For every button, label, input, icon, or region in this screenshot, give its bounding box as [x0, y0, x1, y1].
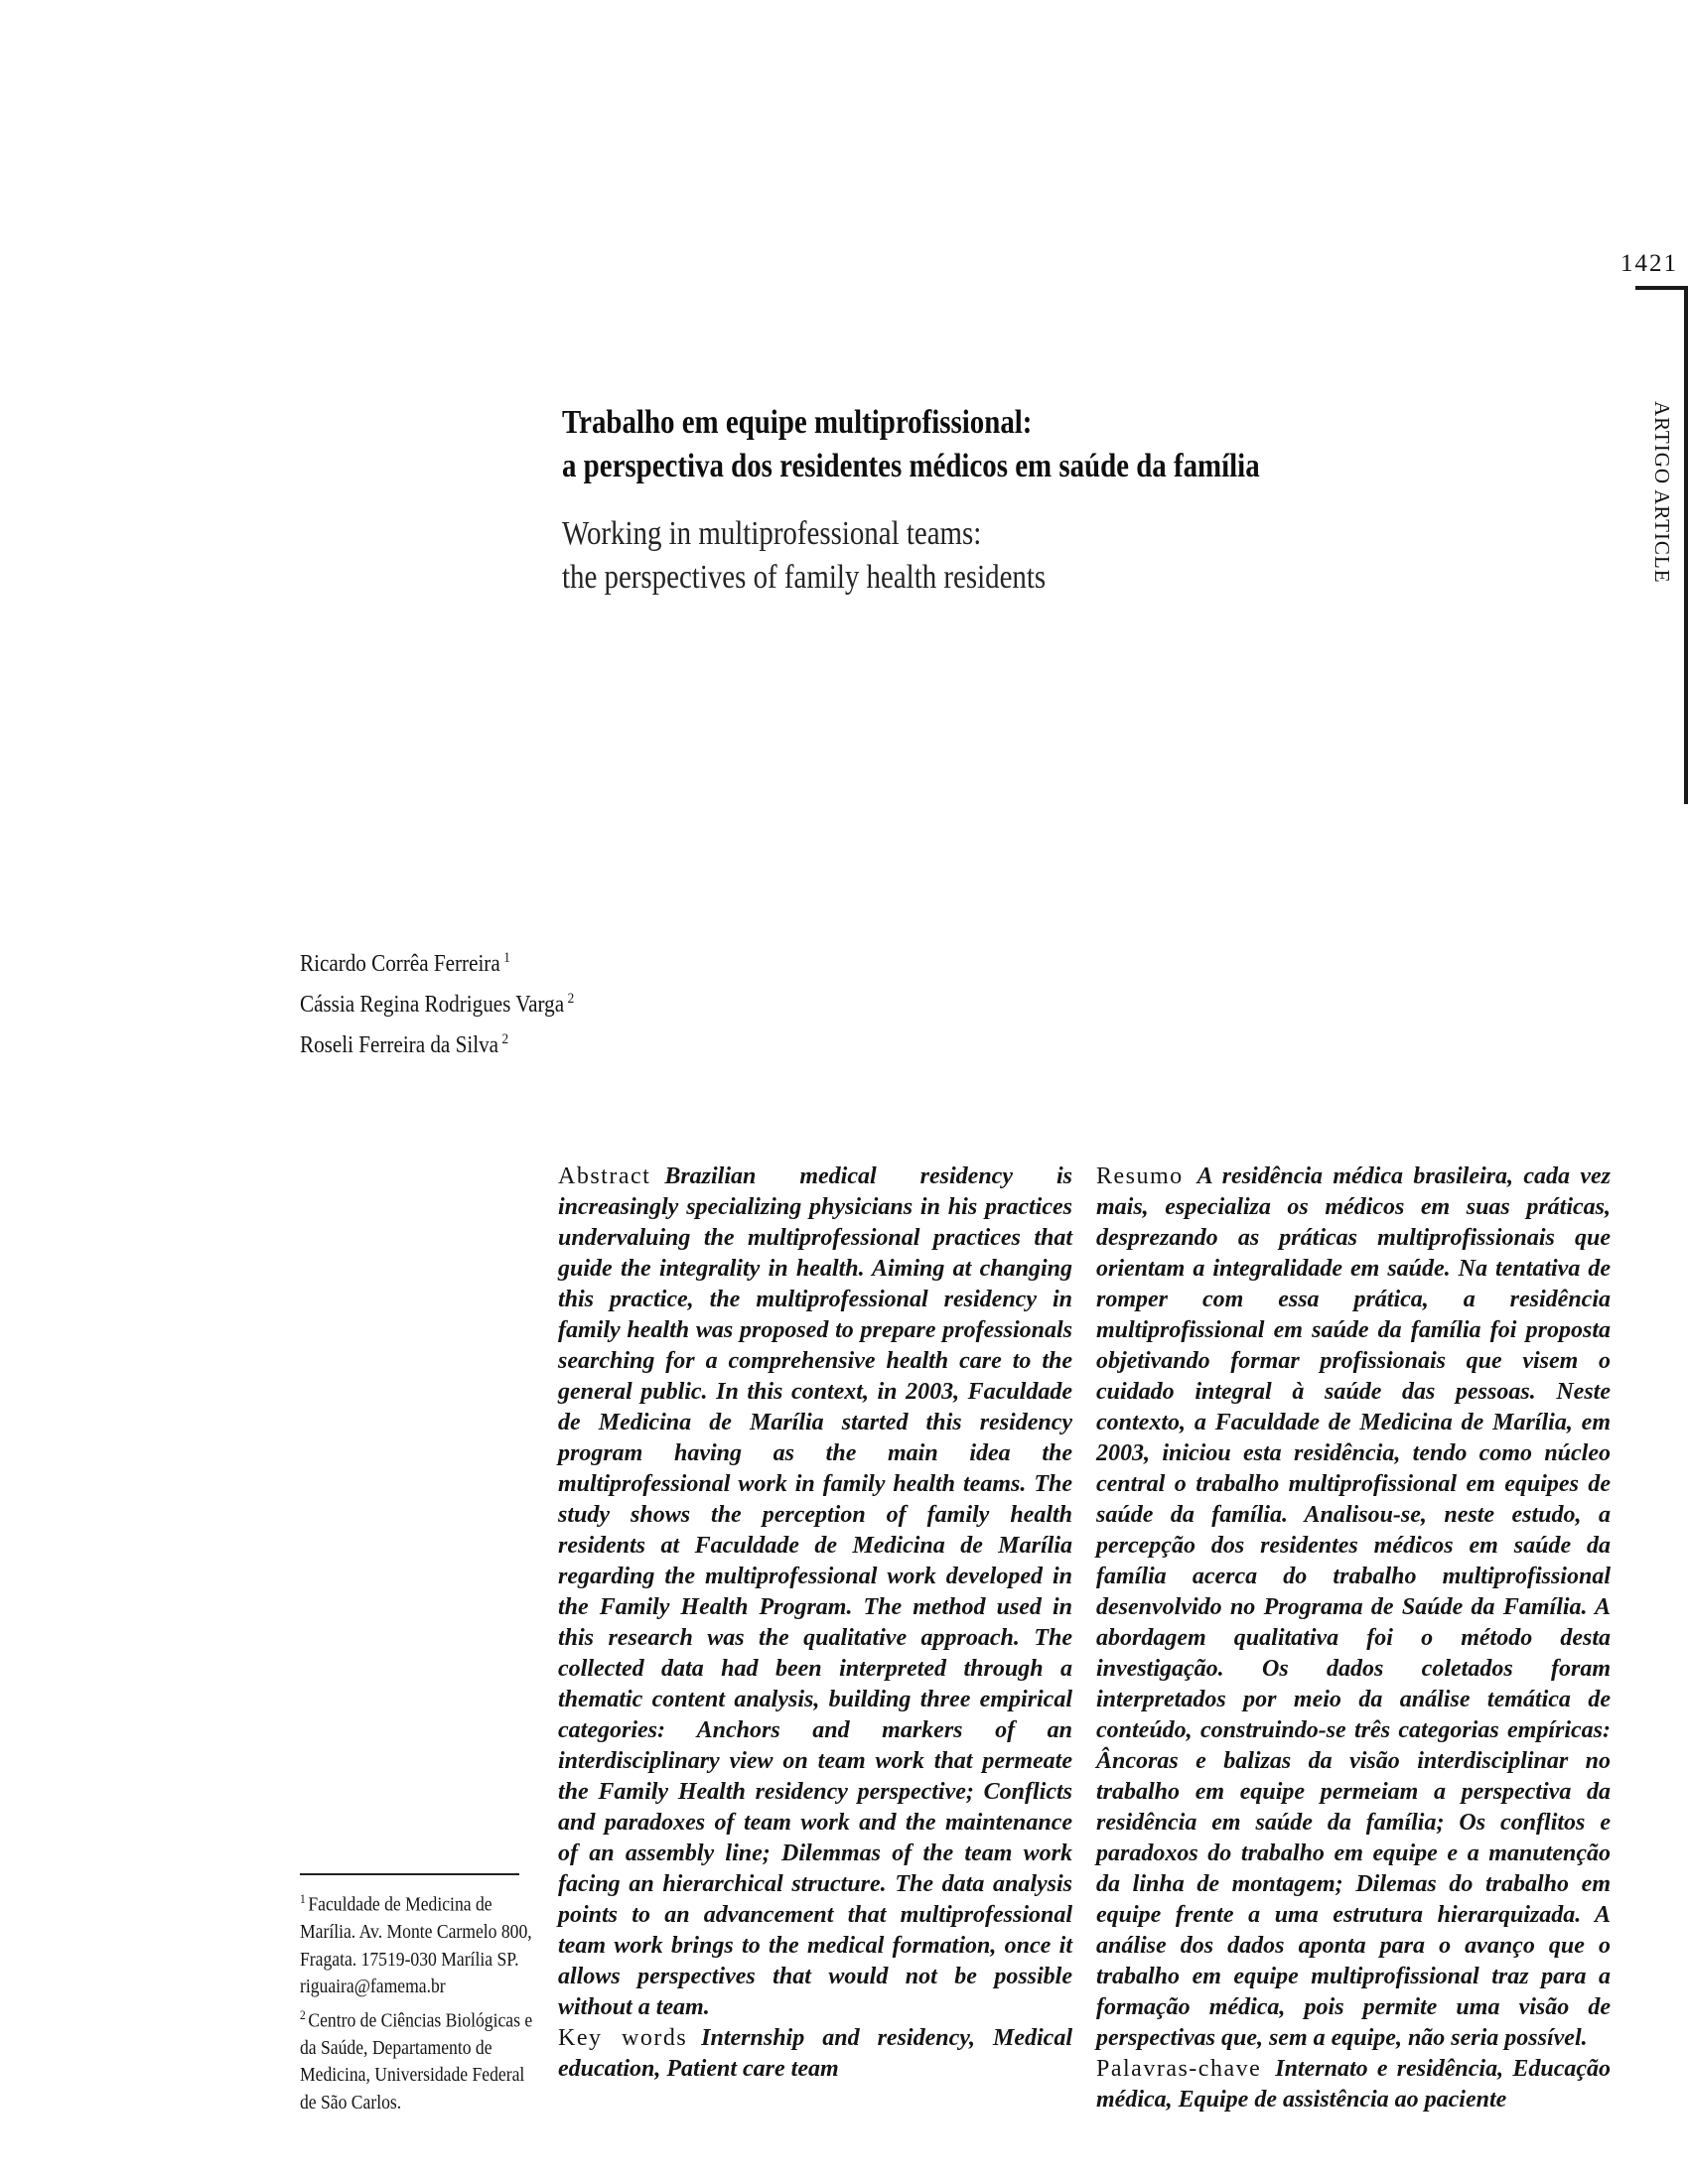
- palavras-chave-label: Palavras-chave: [1096, 2056, 1262, 2082]
- author-affiliation-ref: 2: [501, 1031, 509, 1047]
- keywords-label: Key words: [558, 2025, 688, 2051]
- title-portuguese-line2: a perspectiva dos residentes médicos em saúde da família: [562, 448, 1260, 484]
- abstract-label: Abstract: [558, 1163, 651, 1189]
- title-portuguese: [562, 401, 1355, 488]
- title-english-line1: Working in multiprofessional teams:: [562, 515, 982, 552]
- footnote-rule: [300, 1873, 519, 1875]
- page-number: 1421: [1620, 250, 1678, 277]
- footnote-entry: [300, 2001, 541, 2117]
- title-portuguese-line1: Trabalho em equipe multiprofissional:: [562, 404, 1033, 441]
- abstract-section: [558, 1161, 1072, 2085]
- resumo-paragraph: [1096, 1161, 1611, 2054]
- author-line: [300, 982, 789, 1023]
- author-name: Ricardo Corrêa Ferreira: [300, 951, 500, 977]
- footnote-marker: 1: [300, 1891, 306, 1906]
- resumo-label: Resumo: [1096, 1163, 1184, 1189]
- resumo-text: A residência médica brasileira, cada vez mais, especializa os médicos em suas práticas, desprezando as práticas multiprofissionais que orientam a integralidade em saúde. Na tentativa de romper com essa prática, a residência multiprofissional em saúde da família foi proposta objetivando formar profissionais que visem o cuidado integral à saúde das pessoas. Neste contexto, a Faculdade de Medicina de Marília, em 2003, iniciou esta residência, tendo como núcleo central o trabalho multiprofissional em equipes de saúde da família. Analisou-se, neste estudo, a percepção dos residentes médicos em saúde da família acerca do trabalho multiprofissional desenvolvido no Programa de Saúde da Família. A abordagem qualitativa foi o método desta investigação. Os dados coletados foram interpretados por meio da análise temática de conteúdo, construindo-se três categorias empíricas: Âncoras e balizas da visão interdisciplinar no trabalho em equipe permeiam a perspectiva da residência em saúde da família; Os conflitos e paradoxos do trabalho em equipe e a manutenção da linha de montagem; Dilemas do trabalho em equipe frente a uma estrutura hierarquizada. A análise dos dados aponta para o avanço que o trabalho em equipe multiprofissional traz para a formação médica, pois permite uma visão de perspectivas que, sem a equipe, não seria possível.: [1096, 1163, 1611, 2051]
- title-english: [562, 512, 1355, 600]
- author-affiliation-ref: 2: [567, 991, 575, 1007]
- resumo-section: [1096, 1161, 1611, 2116]
- author-line: [300, 1023, 789, 1063]
- palavras-chave-text: Internato e residência, Educação médica, Equipe de assistência ao paciente: [1096, 2056, 1611, 2113]
- keywords-paragraph: [558, 2023, 1072, 2085]
- author-affiliation-ref: 1: [503, 950, 510, 966]
- footnote-entry: [300, 1885, 541, 2001]
- author-name: Roseli Ferreira da Silva: [300, 1032, 499, 1058]
- footnote-text: Faculdade de Medicina de Marília. Av. Monte Carmelo 800, Fragata. 17519-030 Marília SP. riguaira@famema.br: [300, 1893, 532, 1998]
- article-side-label: ARTIGO ARTICLE: [1650, 401, 1674, 584]
- footnote-block: [300, 1885, 541, 2116]
- title-english-line2: the perspectives of family health residents: [562, 559, 1047, 596]
- abstract-paragraph: [558, 1161, 1072, 2023]
- footnote-marker: 2: [300, 2006, 306, 2022]
- author-line: [300, 941, 789, 982]
- authors-block: [300, 941, 789, 1063]
- keywords-text: Internship and residency, Medical education, Patient care team: [558, 2025, 1072, 2082]
- footnote-text: Centro de Ciências Biológicas e da Saúde, Departamento de Medicina, Universidade Federal de São Carlos.: [300, 2009, 533, 2114]
- abstract-text: Brazilian medical residency is increasingly specializing physicians in his practices undervaluing the multiprofessional practices that guide the integrality in health. Aiming at changing this practice, the multiprofessional residency in family health was proposed to prepare professionals searching for a comprehensive health care to the general public. In this context, in 2003, Faculdade de Medicina de Marília started this residency program having as the main idea the multiprofessional work in family health teams. The study shows the perception of family health residents at Faculdade de Medicina de Marília regarding the multiprofessional work developed in the Family Health Program. The method used in this research was the qualitative approach. The collected data had been interpreted through a thematic content analysis, building three empirical categories: Anchors and markers of an interdisciplinary view on team work that permeate the Family Health residency perspective; Conflicts and paradoxes of team work and the maintenance of an assembly line; Dilemmas of the team work facing an hierarchical structure. The data analysis points to an advancement that multiprofessional team work brings to the medical formation, once it allows perspectives that would not be possible without a team.: [558, 1163, 1072, 2020]
- palavras-chave-paragraph: [1096, 2054, 1611, 2116]
- author-name: Cássia Regina Rodrigues Varga: [300, 992, 565, 1018]
